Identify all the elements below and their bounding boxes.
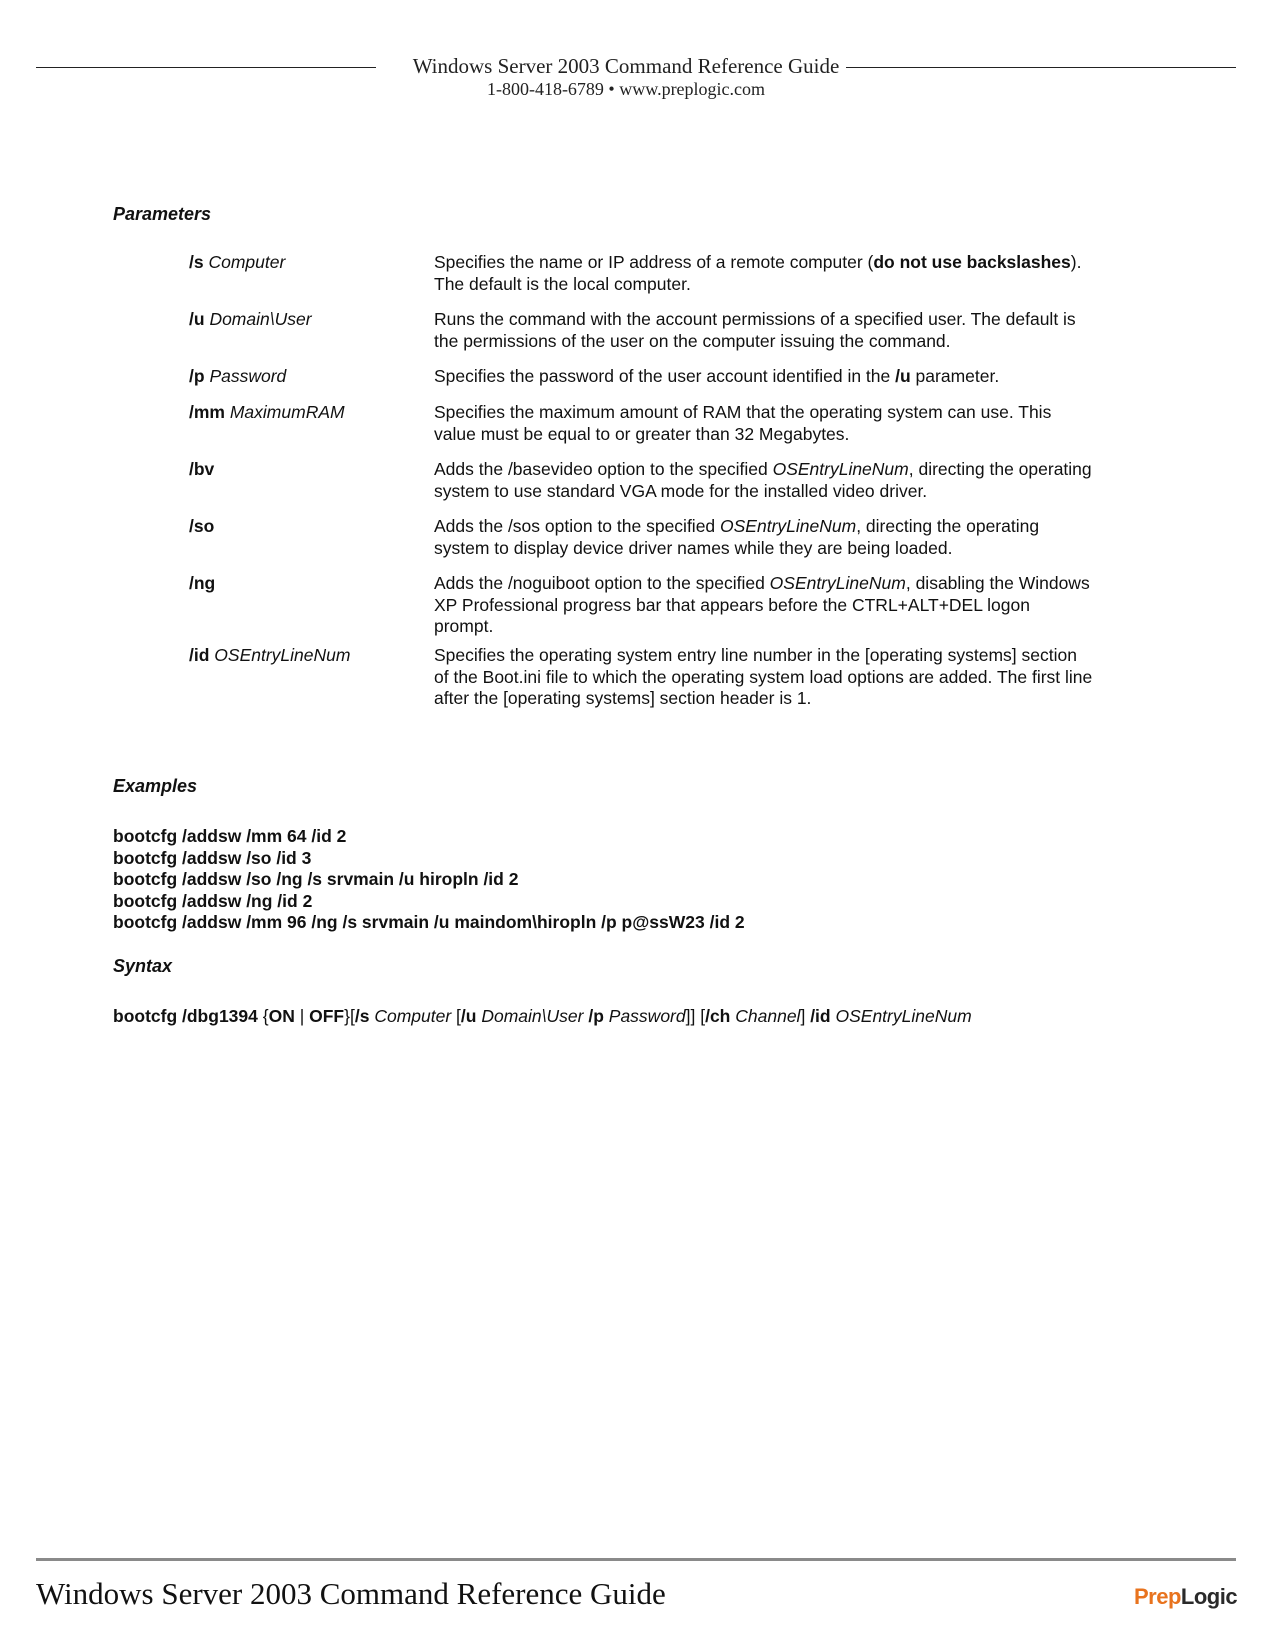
param-description xyxy=(434,309,1094,352)
example-line: bootcfg /addsw /ng /id 2 xyxy=(113,890,313,911)
syntax-punct: [ xyxy=(451,1006,461,1026)
syntax-flag: /id xyxy=(810,1006,831,1026)
param-description xyxy=(434,252,1094,295)
syntax-arg: Channel xyxy=(735,1006,801,1026)
param-arg: Computer xyxy=(208,252,286,272)
syntax-command: bootcfg /dbg1394 xyxy=(113,1006,258,1026)
header-title: Windows Server 2003 Command Reference Guide xyxy=(412,54,840,78)
param-description xyxy=(434,645,1094,710)
param-description xyxy=(434,459,1094,502)
desc-italic: OSEntryLineNum xyxy=(720,516,857,536)
examples-block xyxy=(113,826,745,934)
param-arg: Domain\User xyxy=(209,309,312,329)
example-line: bootcfg /addsw /so /id 3 xyxy=(113,847,312,868)
param-description xyxy=(434,516,1094,559)
param-name xyxy=(189,645,429,667)
syntax-off: OFF xyxy=(309,1006,345,1026)
parameters-heading: Parameters xyxy=(113,204,212,224)
desc-text: Adds the /noguiboot option to the specified xyxy=(434,573,770,593)
desc-text: Specifies the name or IP address of a remote computer ( xyxy=(434,252,874,272)
desc-text: Adds the /sos option to the specified xyxy=(434,516,721,536)
preplogic-logo xyxy=(1134,1584,1237,1610)
param-name xyxy=(189,366,429,388)
param-flag: /s xyxy=(189,252,204,272)
param-description xyxy=(434,366,1094,388)
param-name xyxy=(189,459,429,481)
footer-title: Windows Server 2003 Command Reference Guide xyxy=(36,1576,666,1611)
syntax-flag: /ch xyxy=(705,1006,731,1026)
syntax-line xyxy=(113,1006,972,1027)
example-line: bootcfg /addsw /mm 64 /id 2 xyxy=(113,826,347,846)
param-flag: /so xyxy=(189,516,215,536)
param-description xyxy=(434,402,1094,445)
param-name xyxy=(189,516,429,538)
desc-italic: OSEntryLineNum xyxy=(769,573,906,593)
param-flag: /mm xyxy=(189,402,225,422)
param-arg: Password xyxy=(209,366,287,386)
param-name xyxy=(189,402,429,424)
syntax-heading: Syntax xyxy=(113,956,173,976)
syntax-punct: | xyxy=(294,1006,310,1026)
desc-text: ). The default is the local computer. xyxy=(434,252,1082,294)
desc-bold: do not use backslashes xyxy=(873,252,1071,272)
desc-text: parameter. xyxy=(910,366,1000,386)
page-header xyxy=(36,50,1236,102)
syntax-arg: Domain\User xyxy=(481,1006,584,1026)
desc-italic: OSEntryLineNum xyxy=(772,459,909,479)
desc-text: Specifies the password of the user account identified in the xyxy=(434,366,896,386)
syntax-arg: Password xyxy=(608,1006,686,1026)
example-line: bootcfg /addsw /so /ng /s srvmain /u hiropln /id 2 xyxy=(113,869,519,889)
param-flag: /p xyxy=(189,366,205,386)
logo-prep: Prep xyxy=(1134,1584,1181,1609)
param-description xyxy=(434,573,1094,638)
param-name xyxy=(189,573,429,595)
param-name xyxy=(189,309,429,331)
param-arg: OSEntryLineNum xyxy=(214,645,351,665)
param-flag: /id xyxy=(189,645,210,665)
syntax-punct: ] xyxy=(800,1006,811,1026)
example-line: bootcfg /addsw /mm 96 /ng /s srvmain /u maindom\hiropln /p p@ssW23 /id 2 xyxy=(113,912,745,932)
syntax-punct: }[ xyxy=(344,1006,355,1026)
desc-text: Adds the /basevideo option to the specified xyxy=(434,459,773,479)
desc-text: , directing the operating system to use standard VGA mode for the installed video driver. xyxy=(434,459,1092,501)
syntax-arg: Computer xyxy=(374,1006,452,1026)
desc-text: Specifies the maximum amount of RAM that the operating system can use. This value must be equal to or greater than 32 Megabytes. xyxy=(434,402,1052,444)
param-flag: /bv xyxy=(189,459,215,479)
logo-logic: Logic xyxy=(1180,1584,1238,1609)
examples-heading: Examples xyxy=(113,776,198,796)
param-flag: /u xyxy=(189,309,205,329)
param-flag: /ng xyxy=(189,573,216,593)
syntax-flag: /p xyxy=(588,1006,604,1026)
syntax-flag: /u xyxy=(460,1006,477,1026)
syntax-arg: OSEntryLineNum xyxy=(835,1006,972,1026)
syntax-on: ON xyxy=(268,1006,295,1026)
param-arg: MaximumRAM xyxy=(229,402,345,422)
desc-text: Specifies the operating system entry line number in the [operating systems] section of the Boot.ini file to which the operating system load options are added. The first line after the [operating systems] section header is 1. xyxy=(434,645,1093,708)
desc-text: , disabling the Windows XP Professional progress bar that appears before the CTRL+ALT+DEL logon prompt. xyxy=(434,573,1090,636)
desc-bold: /u xyxy=(895,366,911,386)
param-name xyxy=(189,252,429,274)
syntax-flag: /s xyxy=(354,1006,370,1026)
header-contact: 1-800-418-6789 • www.preplogic.com xyxy=(486,79,766,99)
syntax-punct: ]] [ xyxy=(685,1006,706,1026)
footer-rule xyxy=(36,1558,1236,1561)
syntax-punct: { xyxy=(257,1006,269,1026)
desc-text: , directing the operating system to display device driver names while they are being loaded. xyxy=(434,516,1040,558)
desc-text: Runs the command with the account permissions of a specified user. The default is the permissions of the user on the computer issuing the command. xyxy=(434,309,1076,351)
